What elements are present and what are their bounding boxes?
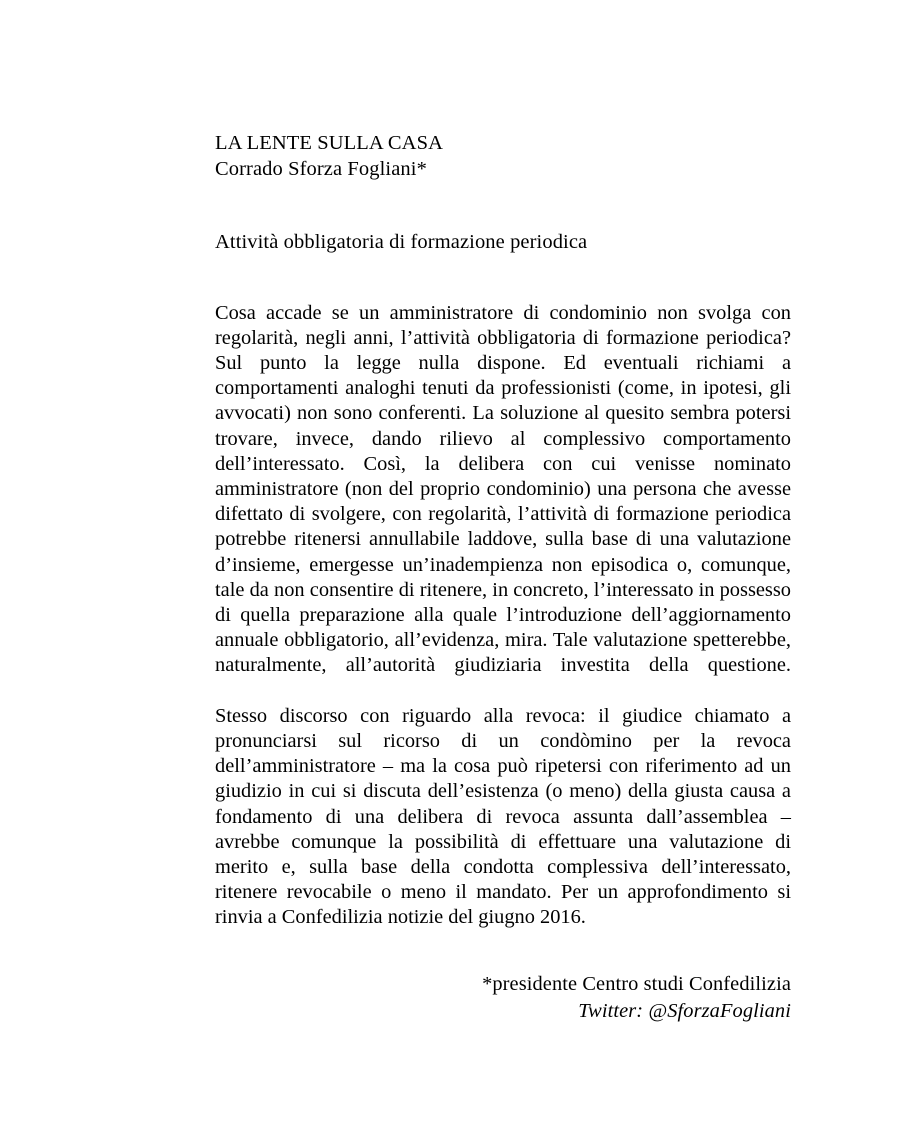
body-paragraph: Stesso discorso con riguardo alla revoca: il giudice chiamato a pronunciarsi sul ricorso di un condòmino per la revoca dell’amministratore – ma la cosa può ripetersi con riferimento ad un giudizio in cui si discuta dell’esistenza (o meno) della giusta causa a fondamento di una delibera di revoca assunta dall’assemblea – avrebbe comunque la possibilità di effettuare una valutazione di merito e, sulla base della condotta complessiva dell’interessato, ritenere revocabile o meno il mandato. Per un approfondimento si rinvia a Confedilizia notizie del giugno 2016.: [215, 704, 791, 929]
column-title: LA LENTE SULLA CASA: [215, 132, 443, 154]
author-social-handle: Twitter: @SforzaFogliani: [578, 999, 791, 1022]
article-subtitle: Attività obbligatoria di formazione periodica: [215, 231, 588, 253]
masthead: [215, 131, 791, 182]
text-column: [215, 131, 791, 1025]
body-paragraph: Cosa accade se un amministratore di condominio non svolga con regolarità, negli anni, l’attività obbligatoria di formazione periodica? Sul punto la legge nulla dispone. Ed eventuali richiami a comportamenti analoghi tenuti da professionisti (come, in ipotesi, gli avvocati) non sono conferenti. La soluzione al quesito sembra potersi trovare, invece, dando rilievo al complessivo comportamento dell’interessato. Così, la delibera con cui venisse nominato amministratore (non del proprio condominio) una persona che avesse difettato di svolgere, con regolarità, l’attività di formazione periodica potrebbe ritenersi annullabile laddove, sulla base di una valutazione d’insieme, emergesse un’inadempienza non episodica o, comunque, tale da non consentire di ritenere, in concreto, l’interessato in possesso di quella preparazione alla quale l’introduzione dell’aggiornamento annuale obbligatorio, all’evidenza, mira. Tale valutazione spetterebbe, naturalmente, all’autorità giudiziaria investita della questione.: [215, 301, 791, 677]
author-role: *presidente Centro studi Confedilizia: [482, 972, 791, 995]
article-body: [215, 301, 791, 931]
author-byline: Corrado Sforza Fogliani*: [215, 157, 427, 180]
subtitle-block: [215, 230, 791, 256]
signature-block: [215, 971, 791, 1025]
